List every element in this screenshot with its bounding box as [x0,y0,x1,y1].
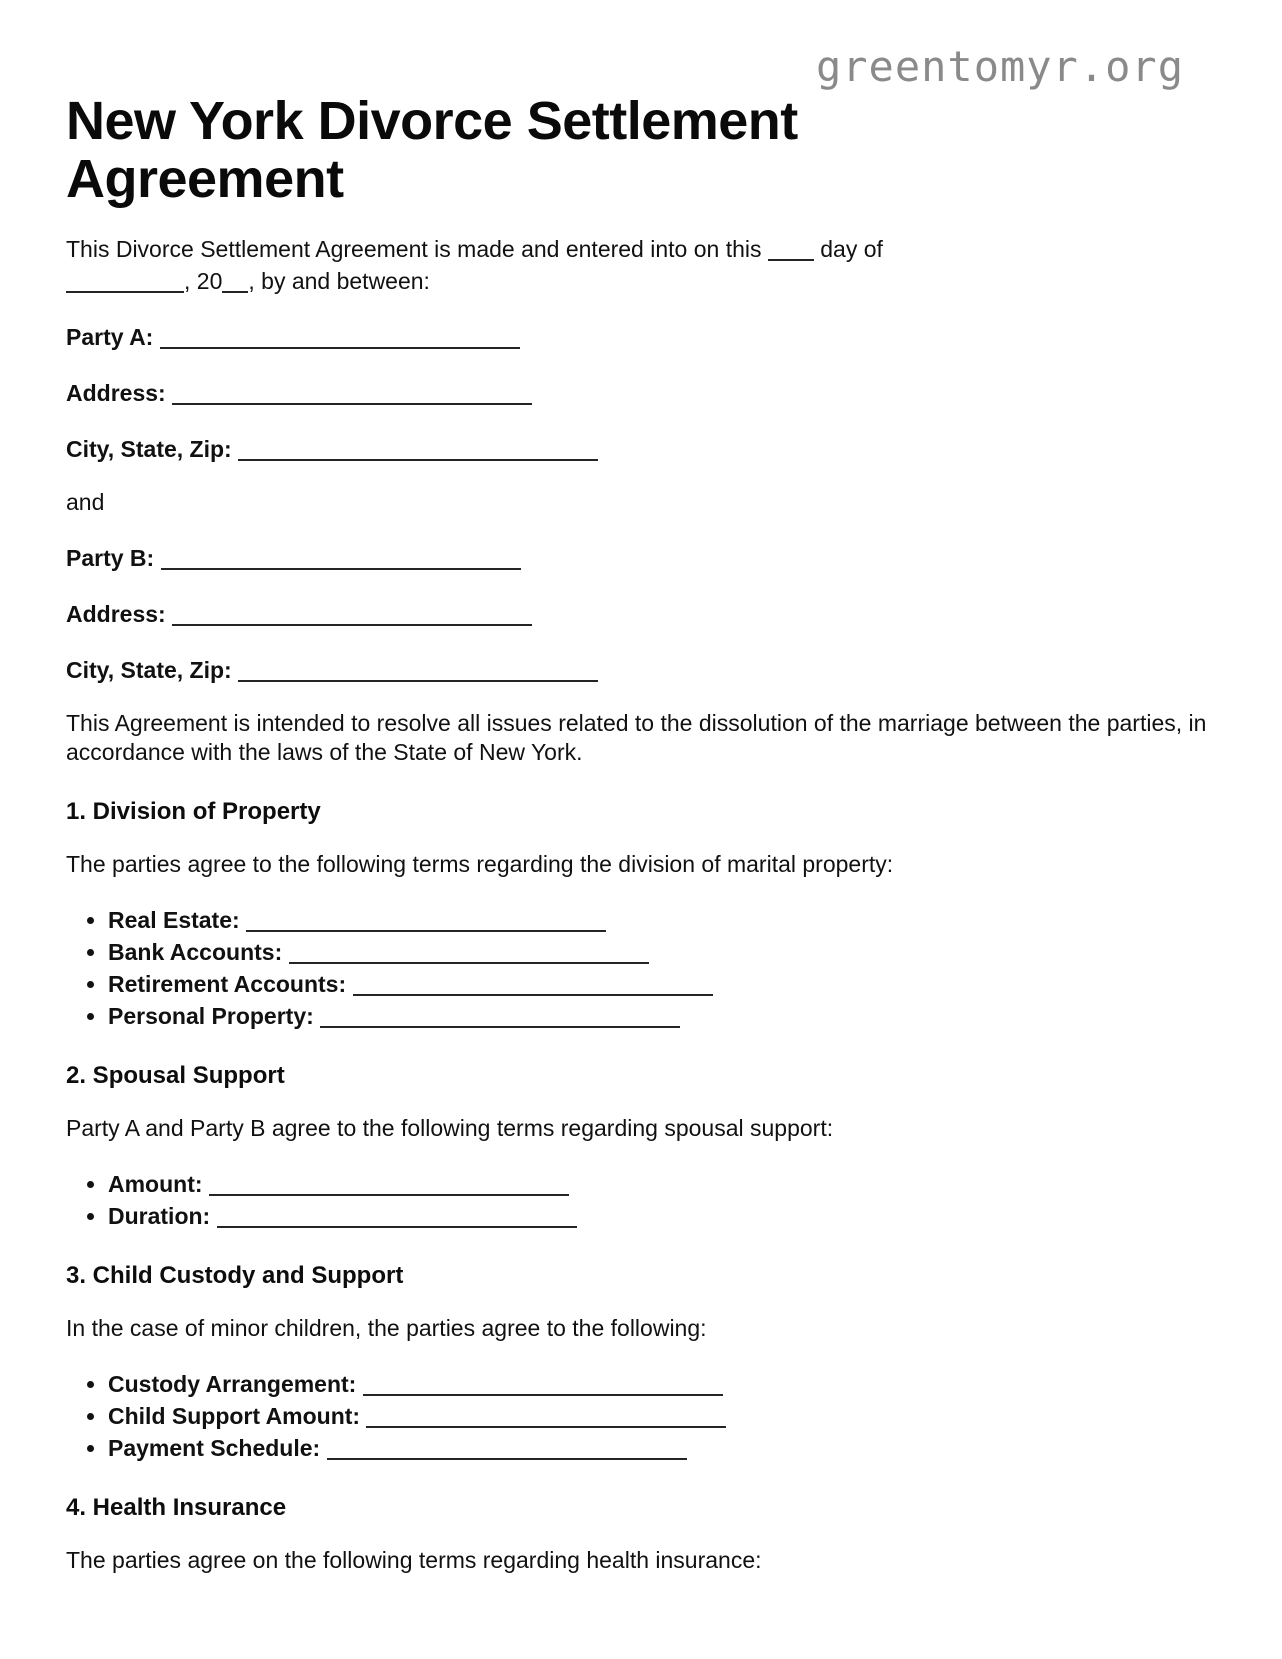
party-b-name-blank-line [161,545,521,570]
duration-label: Duration: [108,1203,211,1229]
section-4-intro: The parties agree on the following terms regarding health insurance: [66,1547,762,1573]
real-estate-label: Real Estate: [108,907,240,933]
intro-text-1: This Divorce Settlement Agreement is made and entered into on this [66,236,762,262]
intro-text-4: , by and between: [248,268,430,294]
party-a-name-blank-line [160,324,520,349]
section-3-intro: In the case of minor children, the parties agree to the following: [66,1315,707,1341]
party-b-name-label: Party B: [66,545,155,571]
custody-arrangement-blank-line [363,1371,723,1396]
party-a-city-blank-line [238,436,598,461]
party-b-address-row [66,597,1216,629]
retirement-accounts-blank-line [353,971,713,996]
party-b-address-blank-line [172,601,532,626]
list-item-retirement-accounts [108,967,1216,999]
party-a-address-label: Address: [66,380,166,406]
child-support-amount-blank-line [366,1403,726,1428]
year-blank-line [222,268,248,293]
child-support-amount-label: Child Support Amount: [108,1403,361,1429]
section-1-heading: 1. Division of Property [66,798,321,825]
party-a-name-row [66,320,1216,352]
amount-label: Amount: [108,1171,203,1197]
list-item-payment-schedule [108,1431,1216,1463]
purpose-paragraph: This Agreement is intended to resolve all issues related to the dissolution of the marriage between the parties, in accordance with the laws of the State of New York. [66,710,1207,765]
retirement-accounts-label: Retirement Accounts: [108,971,347,997]
party-a-name-label: Party A: [66,324,154,350]
connector-text: and [66,489,105,515]
payment-schedule-blank-line [327,1435,687,1460]
custody-arrangement-label: Custody Arrangement: [108,1371,357,1397]
intro-text-2: day of [820,236,883,262]
month-blank-line [66,268,184,293]
party-b-address-label: Address: [66,601,166,627]
section-1-field-list [66,903,1216,1031]
section-2-intro: Party A and Party B agree to the following terms regarding spousal support: [66,1115,834,1141]
section-2-heading: 2. Spousal Support [66,1062,285,1089]
intro-paragraph [66,232,1216,296]
section-3-heading: 3. Child Custody and Support [66,1262,404,1289]
bank-accounts-blank-line [289,939,649,964]
section-4-heading: 4. Health Insurance [66,1494,287,1521]
watermark-text: greentomyr.org [815,42,1184,91]
list-item-child-support-amount [108,1399,1216,1431]
personal-property-label: Personal Property: [108,1003,314,1029]
party-b-city-row [66,653,1216,685]
section-2-field-list [66,1167,1216,1231]
list-item-duration [108,1199,1216,1231]
day-blank-line [768,236,814,261]
party-b-city-blank-line [238,657,598,682]
list-item-personal-property [108,999,1216,1031]
personal-property-blank-line [320,1003,680,1028]
amount-blank-line [209,1171,569,1196]
intro-text-3: , 20 [184,268,223,294]
real-estate-blank-line [246,907,606,932]
document-title: New York Divorce Settlement Agreement [66,91,798,209]
list-item-real-estate [108,903,1216,935]
list-item-custody-arrangement [108,1367,1216,1399]
payment-schedule-label: Payment Schedule: [108,1435,321,1461]
party-a-address-row [66,376,1216,408]
bank-accounts-label: Bank Accounts: [108,939,283,965]
list-item-bank-accounts [108,935,1216,967]
section-3-field-list [66,1367,1216,1463]
section-1-intro: The parties agree to the following terms regarding the division of marital property: [66,851,894,877]
duration-blank-line [217,1203,577,1228]
party-a-city-label: City, State, Zip: [66,436,232,462]
party-a-city-row [66,432,1216,464]
party-b-city-label: City, State, Zip: [66,657,232,683]
party-a-address-blank-line [172,380,532,405]
party-b-name-row [66,541,1216,573]
list-item-amount [108,1167,1216,1199]
